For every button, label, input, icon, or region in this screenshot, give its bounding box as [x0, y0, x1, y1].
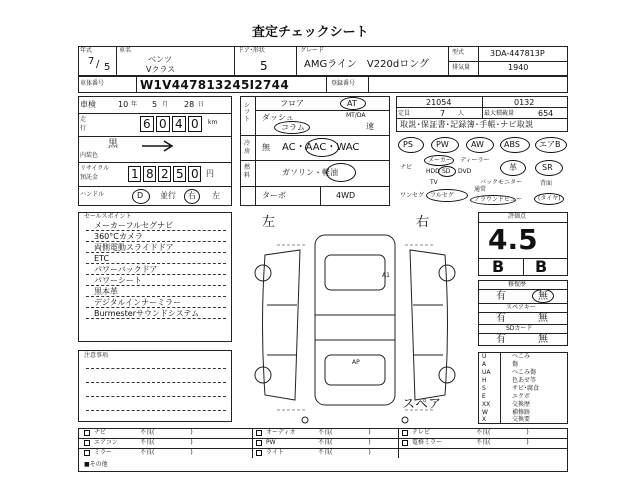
type-value: 3DA-447813P	[490, 49, 545, 58]
maker-value: ベンツ	[148, 55, 172, 64]
cc-label: 排気量	[452, 64, 471, 71]
checkbox[interactable]	[256, 440, 262, 446]
type-label: 型式	[452, 49, 465, 56]
checkbox[interactable]	[84, 430, 90, 436]
door-label: ドア･形状	[238, 47, 265, 54]
inspect-day: 28	[184, 100, 195, 109]
shift-column: コラム	[281, 123, 305, 132]
model-value: Vクラス	[146, 65, 176, 74]
handle-d: D	[137, 191, 144, 200]
other-label: ■その他	[84, 461, 108, 468]
handle-right: 右	[188, 191, 196, 200]
sales-point-item: Burmesterサウンドシステム	[94, 309, 200, 318]
year-value: 7	[88, 56, 95, 67]
left-label: 左	[262, 215, 276, 230]
sales-point-item: 黒本革	[94, 287, 118, 296]
repair-yes: 有	[496, 291, 506, 302]
vin-label: 車体番号	[80, 80, 105, 87]
inspect-month: 5	[152, 100, 158, 109]
ac-options: AC・AAC・WAC	[282, 142, 360, 153]
sales-point-item: パワーシート	[94, 276, 142, 285]
sales-point-item: 両側電動スライドドア	[94, 243, 174, 252]
arrow-icon	[140, 138, 180, 154]
fuel-options: ガソリン・軽油	[282, 168, 338, 177]
month-value: 5	[104, 62, 111, 73]
manual-line: 取説･保証書･記録簿･手帳･ナビ取説	[400, 120, 534, 129]
shift-at: AT	[347, 99, 357, 108]
inspect-label: 車検	[80, 100, 96, 109]
ap-mark: AP	[352, 359, 360, 366]
color-value: 黒	[108, 139, 118, 150]
reg-label: 登録番号	[331, 80, 356, 87]
capacity-value: 7	[440, 109, 446, 118]
checkbox[interactable]	[256, 430, 262, 436]
sales-point-item: 360°Cカメラ	[94, 232, 143, 241]
sales-point-item: パワーバックドア	[94, 265, 158, 274]
door-value: 5	[260, 59, 268, 73]
sales-point-item: メーカーフルセグナビ	[94, 221, 174, 230]
interior-grade: B	[492, 257, 505, 276]
checkbox[interactable]	[402, 440, 408, 446]
checkbox[interactable]	[256, 450, 262, 456]
exterior-grade: B	[535, 257, 548, 276]
maker-label: 車名	[119, 47, 132, 54]
right-label: 右	[416, 215, 430, 230]
sales-point-item: ETC	[94, 254, 110, 263]
vin-value: W1V447813245I2744	[140, 78, 289, 92]
repair-no: 無	[538, 291, 548, 302]
sales-point-item: デジタルインナーミラー	[94, 298, 182, 307]
car-outline-diagram	[245, 225, 470, 425]
load-value: 654	[538, 109, 554, 118]
checkbox[interactable]	[84, 440, 90, 446]
a1-mark: A1	[382, 272, 390, 279]
inspect-year: 10	[118, 100, 129, 109]
checkbox[interactable]	[402, 430, 408, 436]
grade-value: AMGライン V220dロング	[304, 59, 429, 70]
spare-label: スペア	[402, 397, 442, 412]
grade-label: グレード	[300, 47, 325, 54]
mileage-top: 21054	[426, 98, 452, 107]
page-title: 査定チェックシート	[252, 25, 369, 40]
year-label: 年式	[80, 47, 93, 54]
score-value: 4.5	[488, 223, 538, 256]
checkbox[interactable]	[84, 450, 90, 456]
cc-value: 1940	[508, 63, 529, 72]
